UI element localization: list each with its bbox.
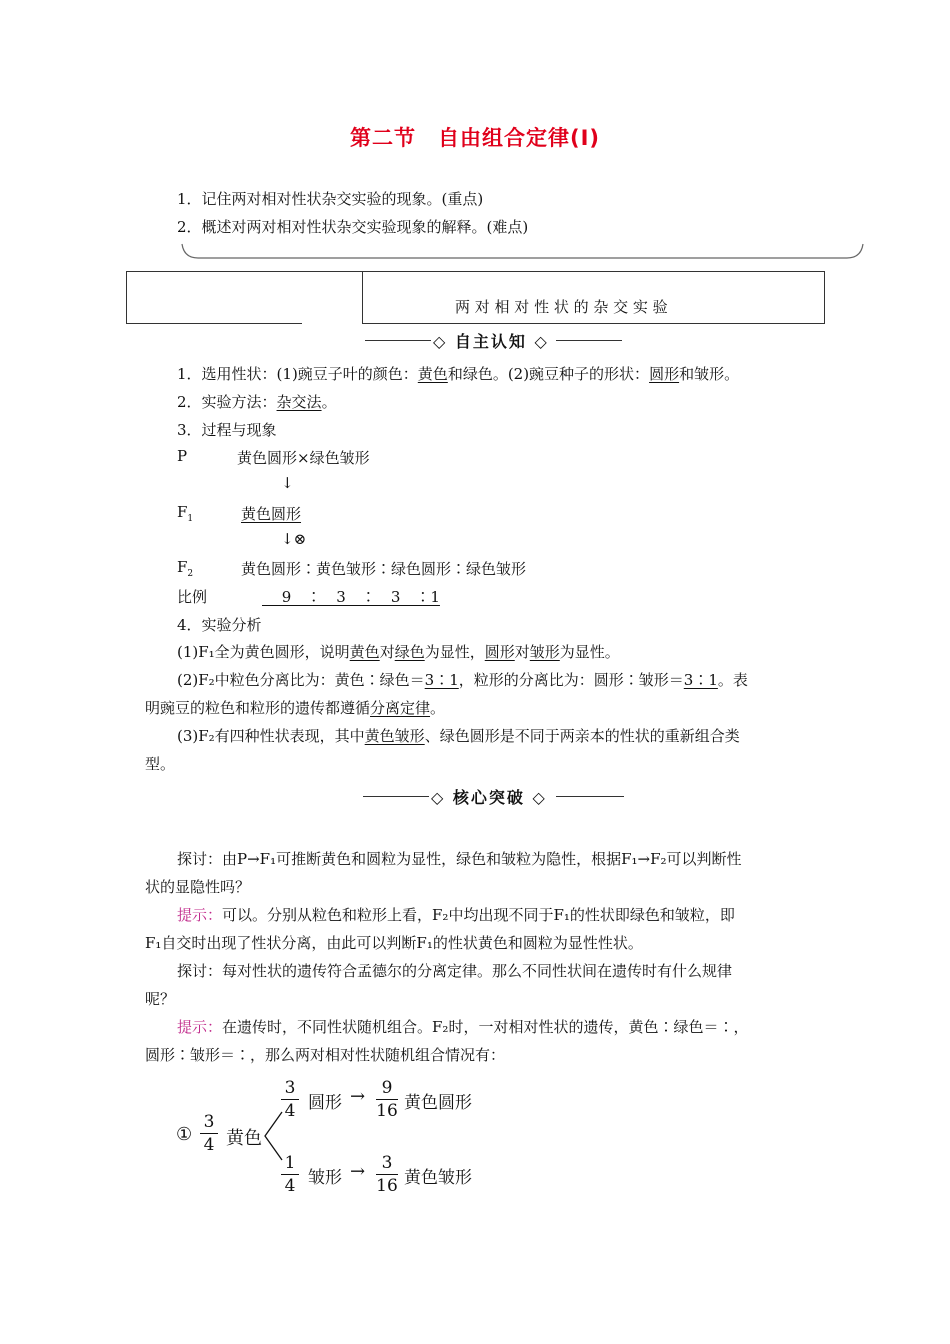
table-line-left: [126, 323, 302, 324]
f2-label: $F_2$: [177, 558, 194, 579]
ratio-label: 比例: [177, 588, 208, 606]
question-2-cont: 呢？: [145, 990, 176, 1008]
fraction-lower-result: 3 16: [376, 1153, 398, 1196]
line-2: 2．实验方法：杂交法。: [177, 393, 337, 411]
fraction-upper-result: 9 16: [376, 1078, 398, 1121]
analysis-3-cont: 型。: [145, 755, 176, 773]
section-rule-right-2: [556, 796, 624, 797]
line-1: 1．选用性状：(1)豌豆子叶的颜色：黄色和绿色。(2)豌豆种子的形状：圆形和皱形。: [177, 365, 740, 383]
analysis-2: (2)F₂中粒色分离比为：黄色∶绿色＝3∶1，粒形的分离比为：圆形∶皱形＝3∶1。表: [177, 671, 748, 689]
main-trait: 黄色: [226, 1128, 262, 1149]
section-rule-left-2: [363, 796, 429, 797]
f1-label: $F_1$: [177, 503, 194, 524]
analysis-2-cont: 明豌豆的粒色和粒形的遗传都遵循分离定律。: [145, 699, 446, 717]
diagram-number: ①: [176, 1124, 193, 1145]
line-4: 4．实验分析: [177, 616, 262, 634]
section-rule-right: [556, 340, 622, 341]
tip-2-cont: 圆形∶皱形＝∶，那么两对相对性状随机组合情况有：: [145, 1046, 506, 1064]
upper-label: 圆形: [308, 1093, 342, 1113]
table-divider: [362, 271, 363, 324]
analysis-3: (3)F₂有四种性状表现，其中黄色皱形、绿色圆形是不同于两亲本的性状的重新组合类: [177, 727, 740, 745]
arrow-down-1: ↓: [281, 474, 294, 492]
lower-arrow: →: [350, 1161, 366, 1182]
objective-2: 2．概述对两对相对性状杂交实验现象的解释。(难点): [177, 218, 529, 236]
section-heading-core: ◇ 核心突破 ◇: [431, 788, 547, 807]
upper-result: 黄色圆形: [404, 1093, 472, 1113]
f1-text: 黄色圆形: [241, 505, 302, 523]
p-label: P: [177, 447, 188, 465]
tip-2: 提示：在遗传时，不同性状随机组合。F₂时，一对相对性状的遗传，黄色∶绿色＝∶，: [177, 1018, 749, 1036]
lower-result: 黄色皱形: [404, 1168, 472, 1188]
arrow-down-selfing: ↓⊗: [281, 530, 307, 548]
tip-1: 提示：可以。分别从粒色和粒形上看，F₂中均出现不同于F₁的性状即绿色和皱粒，即: [177, 906, 735, 924]
table-line-right: [362, 323, 824, 324]
question-1-cont: 状的显隐性吗？: [145, 878, 251, 896]
objective-1: 1．记住两对相对性状杂交实验的现象。(重点): [177, 190, 484, 208]
section-heading-self-study: ◇ 自主认知 ◇: [433, 332, 549, 351]
f2-text: 黄色圆形∶黄色皱形∶绿色圆形∶绿色皱形: [241, 560, 527, 578]
objectives-bracket: [180, 240, 865, 264]
question-2: 探讨：每对性状的遗传符合孟德尔的分离定律。那么不同性状间在遗传时有什么规律: [177, 962, 733, 980]
page-title: 第二节 自由组合定律(Ⅰ): [349, 126, 600, 150]
section-rule-left: [365, 340, 431, 341]
analysis-1: (1)F₁全为黄色圆形，说明黄色对绿色为显性，圆形对皱形为显性。: [177, 643, 620, 661]
fraction-upper: 3 4: [281, 1078, 299, 1121]
upper-arrow: →: [350, 1086, 366, 1107]
p-text: 黄色圆形×绿色皱形: [237, 449, 370, 467]
fraction-lower: 1 4: [281, 1153, 299, 1196]
fraction-main: 3 4: [200, 1112, 218, 1155]
lower-label: 皱形: [308, 1168, 342, 1188]
question-1: 探讨：由P→F₁可推断黄色和圆粒为显性，绿色和皱粒为隐性，根据F₁→F₂可以判断性: [177, 850, 742, 868]
ratio-text: 9 ∶ 3 ∶ 3 ∶1: [262, 588, 440, 606]
line-3: 3．过程与现象: [177, 421, 277, 439]
tip-1-cont: F₁自交时出现了性状分离，由此可以判断F₁的性状黄色和圆粒为显性性状。: [145, 934, 643, 952]
table-header: 两 对 相 对 性 状 的 杂 交 实 验: [455, 298, 668, 316]
